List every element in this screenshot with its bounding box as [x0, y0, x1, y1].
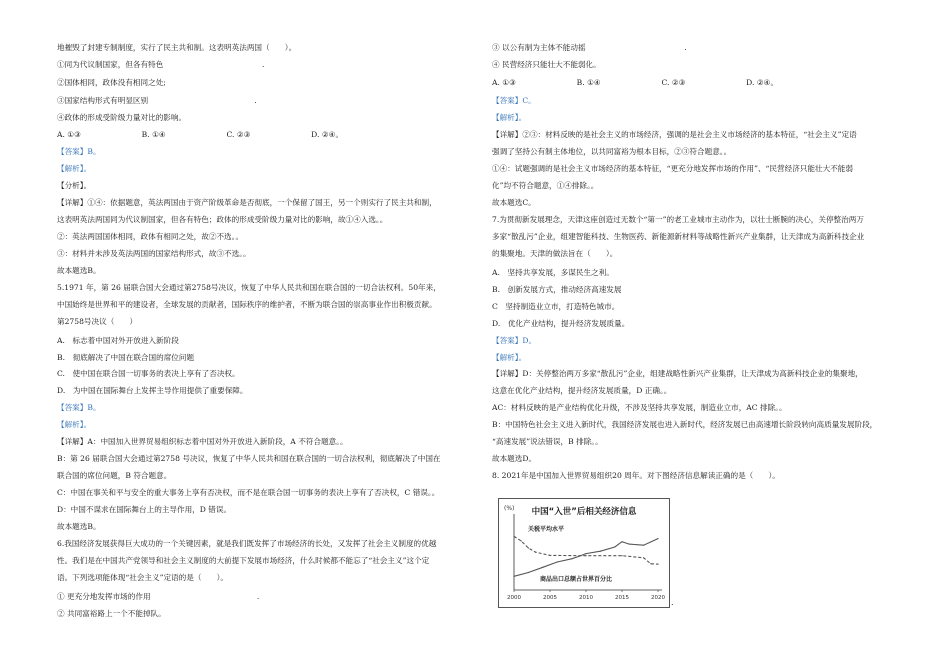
right-text-line: D. 优化产业结构，提升经济发展质量。 [492, 319, 630, 328]
left-text-line: 联合国的席位问题，B 符合题意。 [57, 471, 172, 480]
series-point-0 [643, 557, 644, 558]
left-text-line: 这表明英法两国同为代议制国家，但各有特色；政体的形成受阶级力量对比的影响，故①④入选。。 [57, 215, 388, 224]
economic-chart [498, 498, 670, 608]
series-point-1 [542, 567, 543, 568]
y-axis-unit: (%) [504, 505, 515, 512]
left-text-line: B. 彻底解决了中国在联合国的席位问题 [57, 353, 195, 362]
right-text-line: 【答案】C。 [492, 96, 536, 105]
right-text-line: B：中国特色社会主义进入新时代，我国经济发展也进入新时代，经济发展已由高速增长阶段转向高质量发展阶段， [492, 420, 878, 429]
x-tick-label: 2015 [615, 595, 629, 601]
left-text-line: ① 更充分地发挥市场的作用 . [57, 592, 260, 601]
right-text-line: 这意在优化产业结构，提升经济发展质量，D 正确。。 [492, 386, 672, 395]
left-text-line: 地摧毁了封建专制制度，实行了民主共和制。这表明英法两国（ ）。 [57, 43, 297, 52]
right-text-line: 8. 2021年是中国加入世界贸易组织20 周年。对下图经济信息解读正确的是（ ）。 [492, 471, 780, 480]
right-text-line: 【解析】。 [492, 353, 527, 362]
right-text-line: 【答案】D。 [492, 336, 537, 345]
x-tick-label: 2010 [579, 595, 593, 601]
left-text-line: 语。下列选项能体现“社会主义”定语的是（ ）。 [57, 573, 229, 582]
series-point-0 [528, 547, 529, 548]
series-point-1 [585, 553, 586, 554]
series-point-1 [571, 558, 572, 559]
right-text-line: 7.为贯彻新发展理念，天津这座创造过无数个“第一”的老工业城市主动作为，以壮士断腕的决心，关停整治两万 [492, 215, 864, 224]
series-point-0 [513, 536, 514, 537]
right-text-line: 的集聚地。天津的做法旨在（ ）。 [492, 249, 618, 258]
right-text-line: 化”均不符合题意，①④排除。。 [492, 181, 599, 190]
x-tick-label: 2005 [543, 595, 557, 601]
left-text-line: ①同为代议制国家，但各有特色 . [57, 60, 265, 69]
left-text-line: 【详解】①④：依据题意，英法两国由于资产阶级革命是否彻底，一个保留了国王，另一个则实行了民主共和制， [57, 198, 437, 207]
left-text-line: 故本题选B。 [57, 266, 101, 275]
series-point-1 [621, 541, 622, 542]
x-tick-label: 2000 [507, 595, 521, 601]
series-point-0 [549, 555, 550, 556]
right-text-line: 【详解】D：关停整治两万多家“散乱污”企业，组建战略性新兴产业集群，让天津成为高新科技企业的集聚地， [492, 369, 863, 378]
right-text-line: “高速发展”说法错误，B 排除。。 [492, 437, 603, 446]
series-point-0 [650, 563, 651, 564]
left-text-line: ③国家结构形式有明显区别 . [57, 96, 257, 105]
left-text-line: 故本题选B。 [57, 522, 101, 531]
right-text-line: 多家“散乱污”企业，组建智能科技、生物医药、新能源新材料等战略性新兴产业集群，让天津成为高新科技企业 [492, 232, 865, 241]
right-text-line: A. ①③ B. ①④ C. ②③ D. ②④。 [492, 78, 779, 87]
chart-svg [498, 498, 670, 608]
right-text-line: A. 坚持共享发展，多谋民生之利。 [492, 268, 614, 277]
right-text-line: B. 创新发展方式，推动经济高速发展 [492, 285, 622, 294]
series-point-1 [600, 551, 601, 552]
series-point-1 [513, 576, 514, 577]
series-point-1 [614, 546, 615, 547]
x-tick-label: 2020 [651, 595, 665, 601]
left-text-line: 6.我国经济发展获得巨大成功的一个关键因素，就是我们既发挥了市场经济的长处，又发挥了社会主义制度的优越 [57, 539, 437, 548]
right-text-line: 故本题选D。 [492, 454, 537, 463]
left-text-line: 【解析】。 [57, 164, 92, 173]
left-text-line: A. 标志着中国对外开放进入新阶段 [57, 336, 179, 345]
right-text-line: 强调了坚持公有制主体地位，以共同富裕为根本目标，②③符合题意。。 [492, 147, 732, 156]
left-text-line: ③：材料并未涉及英法两国的国家结构形式，故③不选。。 [57, 249, 251, 258]
left-text-line: 中国始终是世界和平的建设者，全球发展的贡献者，国际秩序的维护者，不断为联合国的崇高事业作出积极贡献。 [57, 300, 437, 309]
series-point-0 [621, 555, 622, 556]
left-text-line: 【解析】。 [57, 420, 92, 429]
right-text-line: C 坚持制造业立市，打造特色城市。 [492, 302, 620, 311]
left-text-line: ② 共同富裕路上一个不能掉队。 [57, 609, 166, 618]
series-point-0 [535, 552, 536, 553]
right-text-line: 故本题选C。 [492, 198, 536, 207]
series-point-1 [643, 545, 644, 546]
left-text-line: D. 为中国在国际舞台上发挥主导作用提供了重要保障。 [57, 386, 248, 395]
left-text-line: ④政体的形成受阶级力量对比的影响。 [57, 113, 187, 122]
series-point-0 [585, 555, 586, 556]
series-label-export-share: 商品出口总额占世界百分比 [540, 576, 613, 583]
left-text-line: 性。我们是在中国共产党领导和社会主义制度的大前提下发展市场经济，什么时候都不能忘了“社会主义”这个定 [57, 556, 430, 565]
left-text-line: D：中国不谋求在国际舞台上的主导作用，D 错误。 [57, 505, 232, 514]
left-text-line: B：第 26 届联合国大会通过第2758 号决议，恢复了中华人民共和国在联合国的一切合法权利，彻底解决了中国在 [57, 454, 441, 463]
left-text-line: 第2758号决议（ ） [57, 317, 138, 326]
series-point-1 [557, 561, 558, 562]
left-text-line: A. ①③ B. ①④ C. ②③ D. ②④。 [57, 130, 344, 139]
left-text-line: C：中国在事关和平与安全的重大事务上享有否决权，而不是在联合国一切事务的表决上享有了否决权，C 错误。。 [57, 488, 440, 497]
left-text-line: 【详解】A：中国加入世界贸易组织标志着中国对外开放进入新阶段，A 不符合题意。。 [57, 437, 348, 446]
right-text-line: 【解析】。 [492, 113, 527, 122]
caption-dot: . [671, 598, 674, 607]
chart-title: 中国“入世”后相关经济信息 [531, 507, 637, 517]
right-text-line: ④ 民营经济只能壮大不能弱化。 [492, 60, 601, 69]
series-point-0 [657, 564, 658, 565]
series-point-0 [521, 540, 522, 541]
series-point-1 [657, 538, 658, 539]
right-text-line: 【详解】②③：材料反映的是社会主义的市场经济，强调的是社会主义市场经济的基本特征，“社会主义”定语 [492, 130, 857, 139]
series-point-1 [629, 544, 630, 545]
series-label-tariff: 关税平均水平 [528, 526, 565, 533]
left-text-line: ②国体相同，政体没有相同之处; [57, 78, 166, 87]
series-point-1 [528, 572, 529, 573]
left-text-line: ②：英法两国国体相同，政体有相同之处，故②不选。。 [57, 232, 244, 241]
left-text-line: 【分析】。 [57, 181, 92, 190]
left-text-line: 【答案】B。 [57, 147, 101, 156]
right-text-line: ①④：试题强调的是社会主义市场经济的基本特征，“更充分地发挥市场的作用”、“民营经济只能壮大不能弱 [492, 164, 853, 173]
right-text-line: AC：材料反映的是产业结构优化升级，不涉及坚持共享发展，制造业立市，AC 排除。。 [492, 403, 787, 412]
left-text-line: C. 使中国在联合国一切事务的表决上享有了否决权。 [57, 369, 240, 378]
left-text-line: 5.1971 年，第 26 届联合国大会通过第2758号决议，恢复了中华人民共和国在联合国的一切合法权利。50年来， [57, 283, 441, 292]
left-text-line: 【答案】B。 [57, 403, 101, 412]
series-point-1 [578, 556, 579, 557]
right-text-line: ③ 以公有制为主体不能动摇 . [492, 43, 687, 52]
